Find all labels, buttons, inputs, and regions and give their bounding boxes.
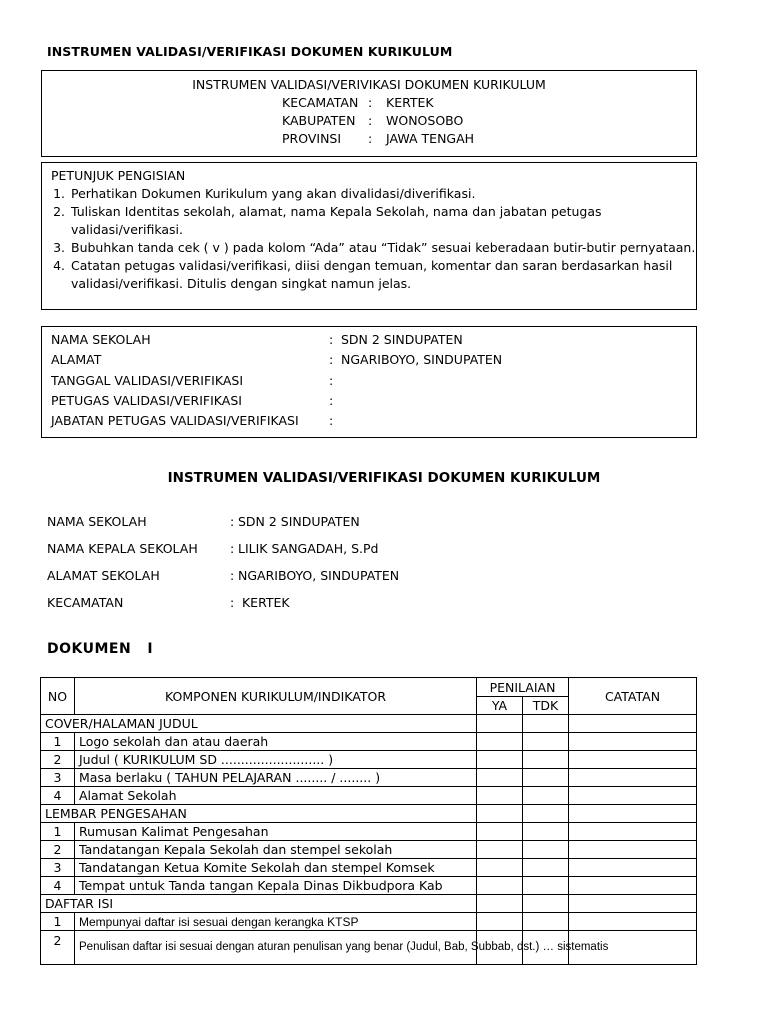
component-table [40,677,697,965]
school-info-sep: : [230,514,235,529]
cell-no: 3 [41,859,75,877]
table-header-row [41,678,697,697]
instruction-item: 3. Bubuhkan tanda cek ( v ) pada kolom “Ada” atau “Tidak” sesuai keberadaan butir-butir pernyataan. [69,239,696,257]
section-heading: DAFTAR ISI [41,895,477,913]
table-row [41,751,697,769]
school-info-sep: : [230,568,235,583]
header-penilaian: PENILAIAN [477,678,569,697]
instructions-heading: PETUNJUK PENGISIAN [51,168,186,183]
cell-catatan [569,787,697,805]
cell-tdk [523,913,569,931]
identity-row [51,332,463,347]
cell-catatan [569,805,697,823]
table-row [41,877,697,895]
school-info-label: NAMA SEKOLAH [47,514,147,529]
identity-value: SDN 2 SINDUPATEN [341,332,463,347]
header-row-value: JAWA TENGAH [386,131,475,146]
document-title: DOKUMEN I [47,641,154,657]
cell-text: Rumusan Kalimat Pengesahan [75,823,477,841]
header-komponen: KOMPONEN KURIKULUM/INDIKATOR [75,678,477,715]
identity-sep: : [329,393,334,408]
cell-no: 4 [41,877,75,895]
school-info-label: KECAMATAN [47,595,124,610]
identity-row [51,393,341,408]
header-ya: YA [477,697,523,715]
cell-ya [477,751,523,769]
cell-catatan [569,877,697,895]
table-row [41,733,697,751]
identity-box [41,326,697,438]
identity-label: ALAMAT [51,352,102,367]
header-row-label: PROVINSI [282,131,342,146]
cell-ya [477,823,523,841]
identity-value: NGARIBOYO, SINDUPATEN [341,352,503,367]
cell-no: 1 [41,733,75,751]
cell-text: Tandatangan Ketua Komite Sekolah dan stempel Komsek [75,859,477,877]
school-info-value: NGARIBOYO, SINDUPATEN [238,568,400,583]
header-box [41,70,697,157]
header-row-label: KABUPATEN [282,113,356,128]
cell-ya [477,841,523,859]
header-row-label: KECAMATAN [282,95,359,110]
school-info-row [47,595,290,610]
cell-tdk [523,787,569,805]
header-row-sep: : [368,131,373,146]
table-row [41,859,697,877]
cell-tdk [523,841,569,859]
identity-row [51,373,341,388]
header-row-value: KERTEK [386,95,434,110]
school-info-value: LILIK SANGADAH, S.Pd [238,541,379,556]
school-info-sep: : [230,541,235,556]
school-info-value: KERTEK [238,595,290,610]
table-section-row [41,715,697,733]
header-no: NO [41,678,75,715]
cell-catatan [569,733,697,751]
cell-tdk [523,859,569,877]
table-row [41,787,697,805]
header-row-sep: : [368,95,373,110]
cell-text: Penulisan daftar isi sesuai dengan aturan penulisan yang benar (Judul, Bab, Subbab, dst.) … sistematis [75,931,477,965]
cell-tdk [523,895,569,913]
cell-ya [477,913,523,931]
cell-catatan [569,913,697,931]
header-box-title: INSTRUMEN VALIDASI/VERIVIKASI DOKUMEN KURIKULUM [192,77,546,92]
cell-text: Tempat untuk Tanda tangan Kepala Dinas Dikbudpora Kab [75,877,477,895]
school-info-row [47,541,378,556]
header-catatan: CATATAN [569,678,697,715]
identity-sep: : [329,413,334,428]
section-heading: COVER/HALAMAN JUDUL [41,715,477,733]
table-row [41,769,697,787]
cell-tdk [523,877,569,895]
cell-catatan [569,823,697,841]
instruction-item: 2. Tuliskan Identitas sekolah, alamat, nama Kepala Sekolah, nama dan jabatan petugas validasi/verifikasi. [69,203,696,239]
identity-row [51,352,502,367]
table-section-row [41,895,697,913]
cell-text: Mempunyai daftar isi sesuai dengan kerangka KTSP [75,913,477,931]
school-info-row [47,514,360,529]
cell-catatan [569,715,697,733]
page-header: INSTRUMEN VALIDASI/VERIFIKASI DOKUMEN KURIKULUM [47,44,453,59]
identity-row [51,413,341,428]
identity-sep: : [329,332,334,347]
header-tdk: TDK [523,697,569,715]
table-row [41,823,697,841]
header-row-sep: : [368,113,373,128]
cell-ya [477,787,523,805]
cell-catatan [569,769,697,787]
cell-ya [477,805,523,823]
section-title: INSTRUMEN VALIDASI/VERIFIKASI DOKUMEN KURIKULUM [167,470,601,486]
cell-ya [477,715,523,733]
cell-ya [477,895,523,913]
cell-text: Judul ( KURIKULUM SD .......................... ) [75,751,477,769]
identity-sep: : [329,352,334,367]
cell-no: 4 [41,787,75,805]
cell-no: 3 [41,769,75,787]
cell-text: Tandatangan Kepala Sekolah dan stempel sekolah [75,841,477,859]
cell-catatan [569,751,697,769]
cell-text: Masa berlaku ( TAHUN PELAJARAN ........ / ........ ) [75,769,477,787]
cell-catatan [569,859,697,877]
identity-label: NAMA SEKOLAH [51,332,151,347]
cell-tdk [523,805,569,823]
cell-ya [477,859,523,877]
header-row-value: WONOSOBO [386,113,464,128]
cell-no: 2 [41,841,75,859]
cell-text: Alamat Sekolah [75,787,477,805]
cell-catatan [569,895,697,913]
table-row [41,931,697,965]
header-row-kabupaten [282,113,463,128]
identity-sep: : [329,373,334,388]
section-heading: LEMBAR PENGESAHAN [41,805,477,823]
cell-text: Logo sekolah dan atau daerah [75,733,477,751]
instructions-box [41,162,697,310]
cell-ya [477,769,523,787]
cell-tdk [523,733,569,751]
school-info-label: ALAMAT SEKOLAH [47,568,160,583]
school-info-sep: : [230,595,235,610]
cell-no: 2 [41,931,75,965]
table-section-row [41,805,697,823]
identity-label: JABATAN PETUGAS VALIDASI/VERIFIKASI [51,413,299,428]
cell-ya [477,733,523,751]
cell-catatan [569,841,697,859]
identity-label: PETUGAS VALIDASI/VERIFIKASI [51,393,242,408]
header-row-provinsi [282,131,474,146]
instructions-list [51,185,696,293]
cell-tdk [523,823,569,841]
instruction-item: 4. Catatan petugas validasi/verifikasi, diisi dengan temuan, komentar dan saran berdasarkan hasil validasi/verifikasi. Ditulis dengan singkat namun jelas. [69,257,696,293]
cell-no: 1 [41,823,75,841]
identity-label: TANGGAL VALIDASI/VERIFIKASI [51,373,244,388]
table-row [41,841,697,859]
cell-tdk [523,715,569,733]
instruction-item: 1. Perhatikan Dokumen Kurikulum yang akan divalidasi/diverifikasi. [69,185,696,203]
cell-tdk [523,769,569,787]
cell-no: 2 [41,751,75,769]
school-info-value: SDN 2 SINDUPATEN [238,514,360,529]
school-info-row [47,568,399,583]
school-info-label: NAMA KEPALA SEKOLAH [47,541,198,556]
cell-ya [477,877,523,895]
table-row [41,913,697,931]
cell-tdk [523,751,569,769]
header-row-kecamatan [282,95,434,110]
cell-no: 1 [41,913,75,931]
